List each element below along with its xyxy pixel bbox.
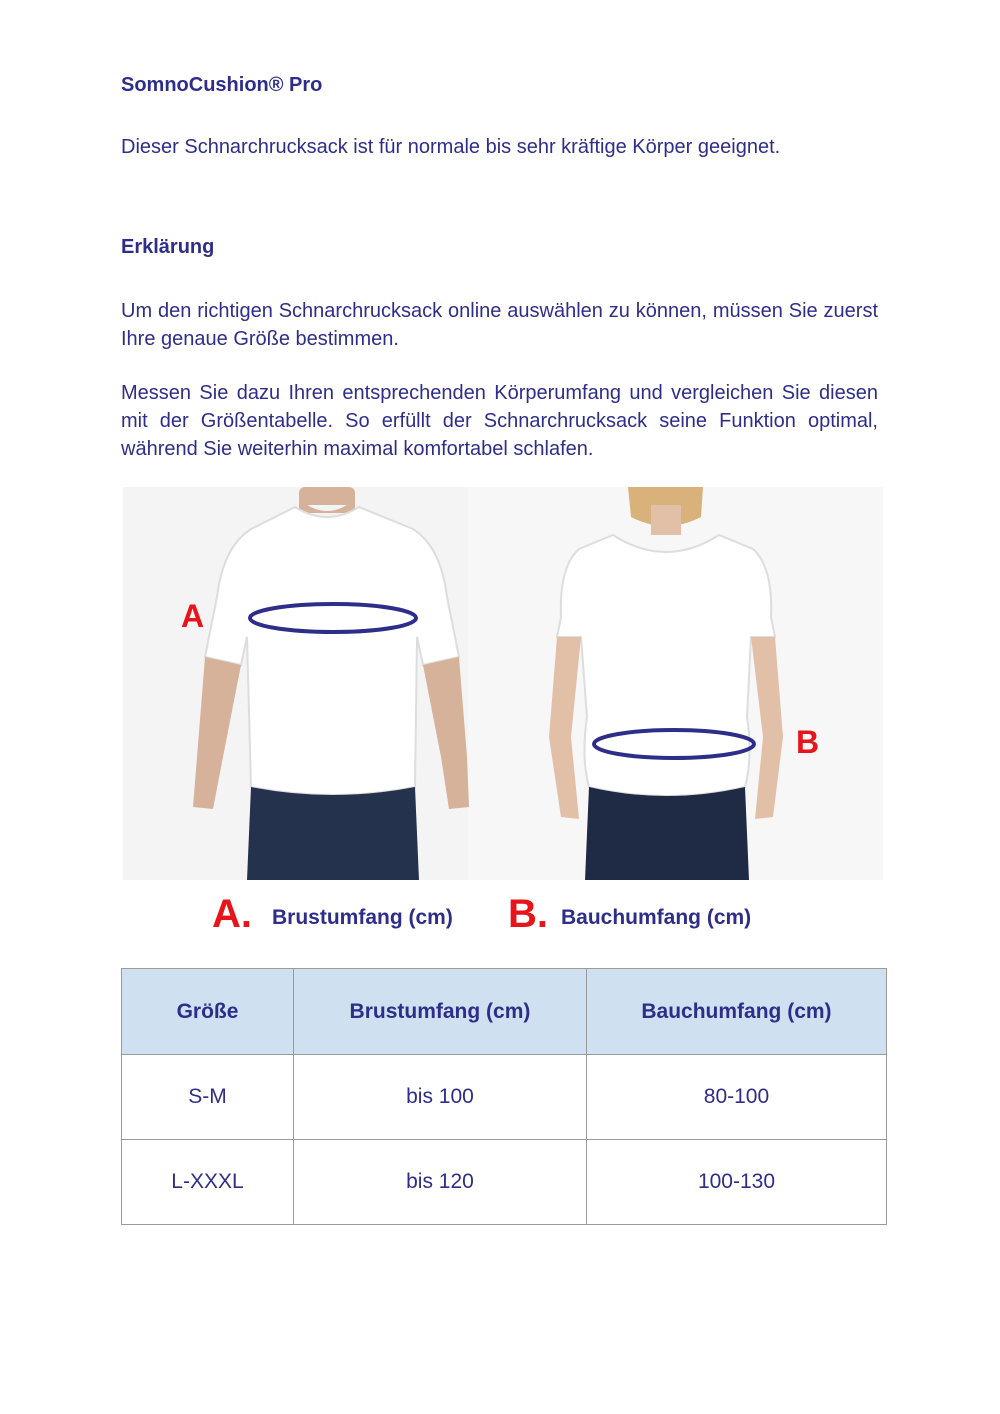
marker-a: A [181,598,205,634]
cell-chest: bis 120 [293,1140,586,1225]
header-bauchumfang: Bauchumfang (cm) [586,969,886,1055]
paragraph-1: Um den richtigen Schnarchrucksack online auswählen zu können, müssen Sie zuerst Ihre genaue Größe bestimmen. [121,300,878,350]
table-row [122,1055,887,1140]
cell-chest: bis 100 [293,1055,586,1140]
marker-b: B [796,724,820,760]
size-table [121,968,887,1225]
header-brustumfang: Brustumfang (cm) [293,969,586,1055]
cell-belly: 100-130 [586,1140,886,1225]
measurement-figure [123,487,883,880]
caption-b-text: Bauchumfang (cm) [561,906,752,929]
cell-size: L-XXXL [122,1140,294,1225]
caption-b-letter: B. [508,892,548,936]
header-groesse: Größe [122,969,294,1055]
paragraph-2: Messen Sie dazu Ihren entsprechenden Körperumfang und vergleichen Sie diesen mit der Größentabelle. So erfüllt der Schnarchrucksack seine Funktion optimal, während Sie weiterhin maximal komfortabel schlafen. [121,382,878,460]
cell-belly: 80-100 [586,1055,886,1140]
caption-a-letter: A. [212,892,252,936]
section-heading: Erklärung [121,236,215,258]
cell-size: S-M [122,1055,294,1140]
caption-a-text: Brustumfang (cm) [272,906,453,929]
table-header-row [122,969,887,1055]
figure-caption [0,892,1000,944]
intro-text: Dieser Schnarchrucksack ist für normale bis sehr kräftige Körper geeignet. [121,136,781,158]
table-row [122,1140,887,1225]
measurement-illustration [123,487,883,880]
document-title: SomnoCushion® Pro [121,74,323,96]
